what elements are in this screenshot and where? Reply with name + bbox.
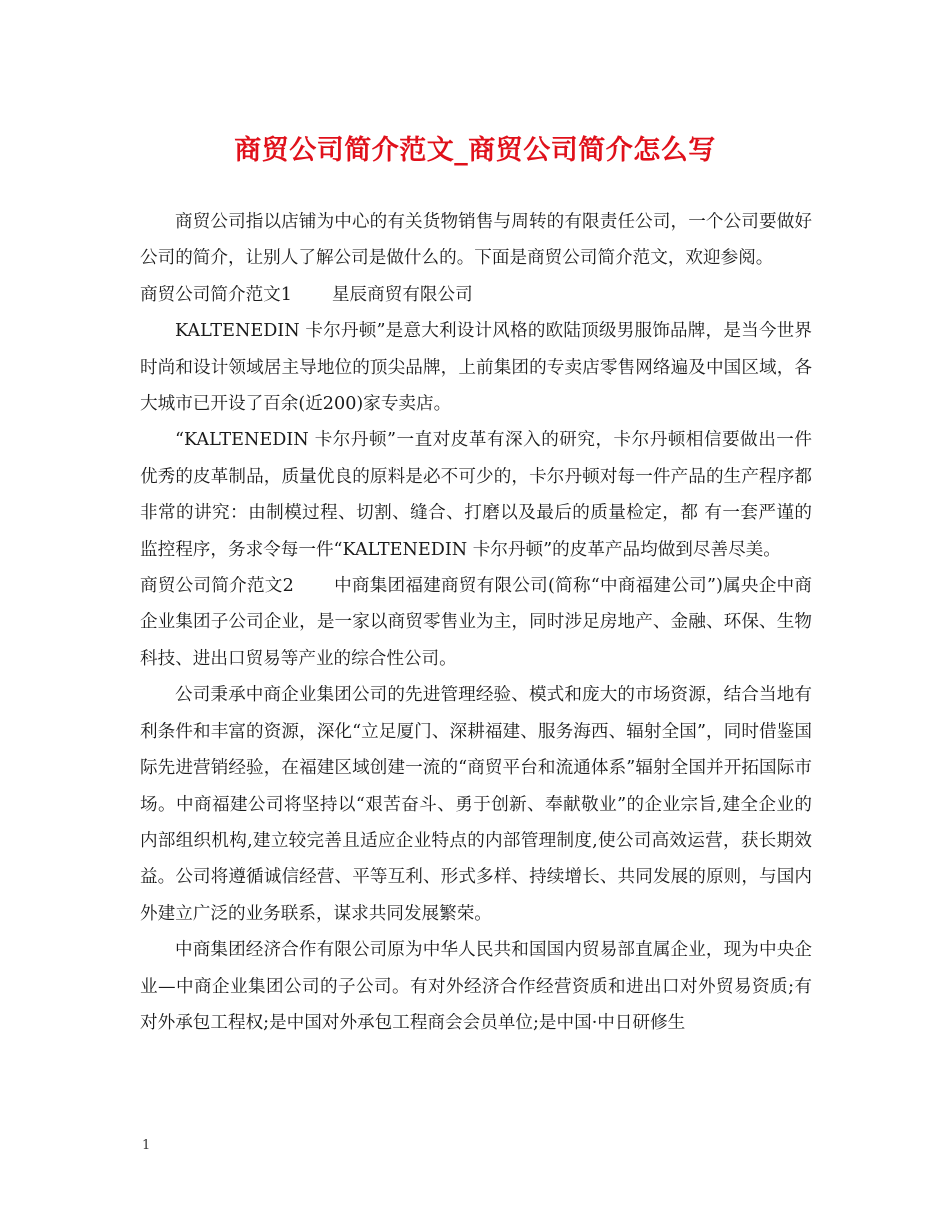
sample1-heading bbox=[140, 277, 812, 313]
sample2-paragraph-1: 公司秉承中商企业集团公司的先进管理经验、模式和庞大的市场资源，结合当地有利条件和丰富的资源，深化“立足厦门、深耕福建、服务海西、辐射全国”，同时借鉴国际先进营销经验，在福建区域创建一流的“商贸平台和流通体系”辐射全国并开拓国际市场。中商福建公司将坚持以“艰苦奋斗、勇于创新、奉献敬业”的企业宗旨,建全企业的内部组织机构,建立较完善且适应企业特点的内部管理制度,使公司高效运营，获长期效益。公司将遵循诚信经营、平等互利、形式多样、持续增长、共同发展的原则，与国内外建立广泛的业务联系，谋求共同发展繁荣。 bbox=[140, 685, 812, 924]
document-body bbox=[140, 204, 812, 1041]
sample2-paragraph-2: 中商集团经济合作有限公司原为中华人民共和国国内贸易部直属企业，现为中央企业—中商企业集团公司的子公司。有对外经济合作经营资质和进出口对外贸易资质;有对外承包工程权;是中国对外承包工程商会会员单位;是中国·中日研修生 bbox=[140, 940, 812, 1033]
sample1-paragraph-1: KALTENEDIN 卡尔丹顿”是意大利设计风格的欧陆顶级男服饰品牌，是当今世界时尚和设计领域居主导地位的顶尖品牌，上前集团的专卖店零售网络遍及中国区域，各大城市已开设了百余(近200)家专卖店。 bbox=[140, 321, 812, 415]
sample2-label: 商贸公司简介范文2 bbox=[140, 576, 294, 597]
sample1-paragraph-2: “KALTENEDIN 卡尔丹顿”一直对皮革有深入的研究，卡尔丹顿相信要做出一件优秀的皮革制品，质量优良的原料是必不可少的，卡尔丹顿对每一件产品的生产程序都非常的讲究：由制模过程、切割、缝合、打磨以及最后的质量检定，都 有一套严谨的监控程序，务求令每一件“KALTENEDIN 卡尔丹顿”的皮革产品均做到尽善尽美。 bbox=[140, 430, 812, 560]
sample2-lead: 中商集团福建商贸有限公司(简称“中商福建公司”)属央企中商企业集团子公司企业，是一家以商贸零售业为主，同时涉足房地产、金融、环保、生物科技、进出口贸易等产业的综合性公司。 bbox=[140, 576, 812, 669]
intro-paragraph: 商贸公司指以店铺为中心的有关货物销售与周转的有限责任公司，一个公司要做好公司的简介，让别人了解公司是做什么的。下面是商贸公司简介范文，欢迎参阅。 bbox=[140, 212, 812, 269]
sample2-heading bbox=[140, 568, 812, 677]
page-number: 1 bbox=[142, 1138, 151, 1153]
sample1-label: 商贸公司简介范文1 bbox=[140, 284, 292, 305]
document-title: 商贸公司简介范文_商贸公司简介怎么写 bbox=[234, 135, 716, 166]
sample1-company: 星辰商贸有限公司 bbox=[331, 284, 473, 305]
